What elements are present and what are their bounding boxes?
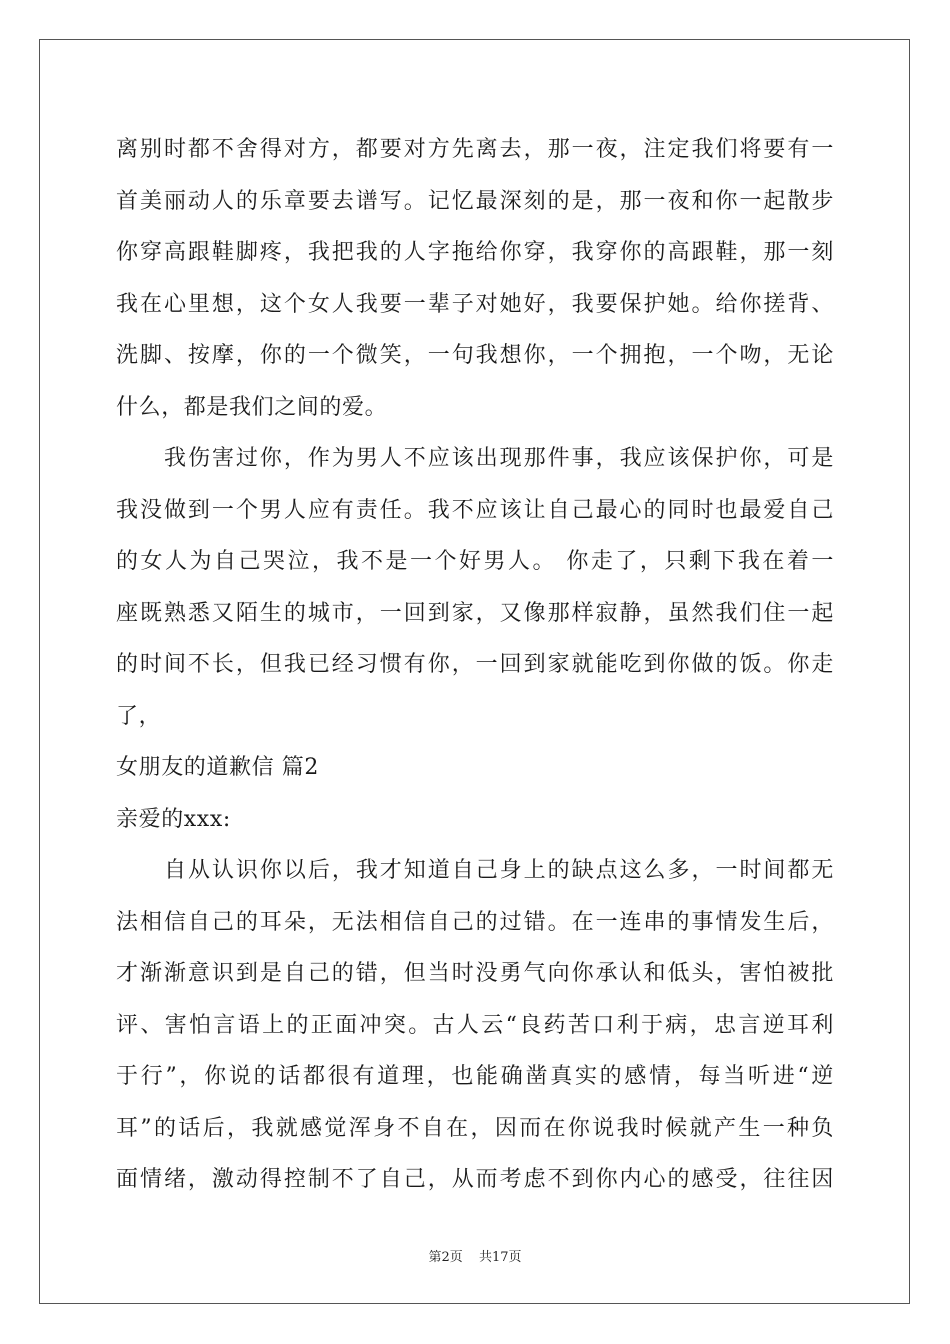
text-line: 座既熟悉又陌生的城市，一回到家，又像那样寂静，虽然我们住一起 xyxy=(116,600,834,626)
text-line: 面情绪，激动得控制不了自己，从而考虑不到你内心的感受，往往因 xyxy=(116,1167,834,1192)
text-line: 耳”的话后，我就感觉浑身不自在，因而在你说我时候就产生一种负 xyxy=(116,1115,834,1141)
text-line: 亲爱的xxx: xyxy=(116,806,231,832)
text-line: 我伤害过你，作为男人不应该出现那件事，我应该保护你，可是 xyxy=(164,446,834,471)
text-line: 女朋友的道歉信 篇2 xyxy=(116,755,319,780)
document-body xyxy=(116,124,834,1206)
text-line: 法相信自己的耳朵，无法相信自己的过错。在一连串的事情发生后， xyxy=(116,909,834,935)
page-total: 共17页 xyxy=(478,1250,522,1265)
text-line: 什么，都是我们之间的爱。 xyxy=(116,394,388,420)
page-footer xyxy=(0,1246,950,1265)
text-line: 我没做到一个男人应有责任。我不应该让自己最心的同时也最爱自己 xyxy=(116,497,834,523)
text-line: 的女人为自己哭泣，我不是一个好男人。 你走了，只剩下我在着一 xyxy=(116,549,834,574)
text-line: 你穿高跟鞋脚疼，我把我的人字拖给你穿，我穿你的高跟鞋，那一刻 xyxy=(116,240,834,265)
text-line: 首美丽动人的乐章要去谱写。记忆最深刻的是，那一夜和你一起散步 xyxy=(116,188,834,214)
page-number: 第2页 xyxy=(428,1250,463,1265)
text-line: 的时间不长，但我已经习惯有你，一回到家就能吃到你做的饭。你走 xyxy=(116,652,834,677)
text-line: 才渐渐意识到是自己的错，但当时没勇气向你承认和低头，害怕被批 xyxy=(116,961,834,986)
text-line: 于行”，你说的话都很有道理，也能确凿真实的感情，每当听进“逆 xyxy=(116,1064,834,1089)
text-line: 了， xyxy=(116,703,162,729)
text-line: 自从认识你以后，我才知道自己身上的缺点这么多，一时间都无 xyxy=(164,858,834,883)
text-line: 离别时都不舍得对方，都要对方先离去，那一夜，注定我们将要有一 xyxy=(116,137,834,162)
text-line: 我在心里想，这个女人我要一辈子对她好，我要保护她。给你搓背、 xyxy=(116,291,834,317)
text-line: 洗脚、按摩，你的一个微笑，一句我想你，一个拥抱，一个吻，无论 xyxy=(116,343,834,368)
text-line: 评、害怕言语上的正面冲突。古人云“良药苦口利于病，忠言逆耳利 xyxy=(116,1012,834,1038)
